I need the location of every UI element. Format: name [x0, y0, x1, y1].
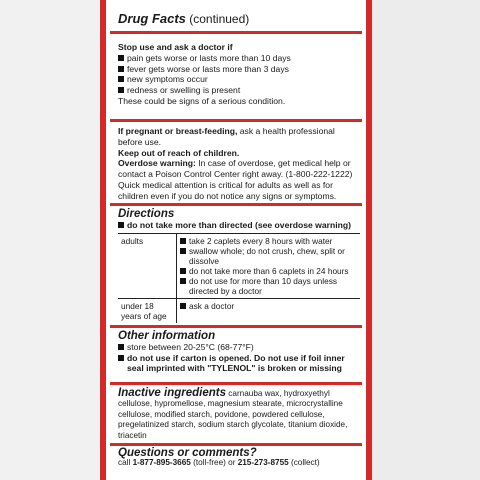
phone-number-tollfree[interactable]: 1-877-895-3665: [132, 458, 191, 468]
other-info-item: [118, 353, 360, 375]
stop-use-item: [118, 85, 360, 96]
header-title: [118, 11, 360, 26]
other-info-heading: Other information: [118, 330, 216, 342]
directions-table: [118, 234, 360, 323]
phone-note: (toll-free) or: [190, 458, 238, 468]
inactive-heading: Inactive ingredients: [118, 387, 227, 399]
bullet-icon: [180, 238, 186, 244]
section-divider: [110, 119, 362, 122]
directions-top-item-text: do not take more than directed (see overdose warning): [127, 219, 351, 230]
phone-note: (collect): [288, 458, 320, 468]
bullet-icon: [118, 222, 124, 228]
stop-use-item-text: redness or swelling is present: [127, 85, 241, 96]
overdose-lead: Overdose warning:: [118, 158, 196, 169]
stop-use-note: These could be signs of a serious condition.: [118, 95, 286, 106]
bullet-icon: [118, 76, 124, 82]
directions-top-item: [118, 220, 360, 234]
inactive-section: [118, 388, 360, 441]
other-info-item: [118, 342, 360, 353]
bullet-icon: [118, 55, 124, 61]
other-info-section: [118, 331, 360, 374]
directions-item: [180, 246, 357, 266]
drug-facts-panel: [100, 0, 372, 480]
questions-call: call: [118, 458, 133, 468]
bullet-icon: [118, 87, 124, 93]
stop-use-heading: Stop use and ask a doctor if: [118, 42, 233, 52]
bullet-icon: [118, 66, 124, 72]
stop-use-item-text: pain gets worse or lasts more than 10 days: [127, 52, 291, 63]
directions-item-text: do not take more than 6 caplets in 24 hours: [189, 265, 349, 276]
stop-use-item: [118, 53, 360, 64]
bullet-icon: [118, 344, 124, 350]
directions-item: [180, 301, 357, 311]
inactive-text: carnauba wax, hydroxyethyl cellulose, hypromellose, magnesium stearate, microcrystalline cellulose, modified starch, povidone, powdered cellulose, pregelatinized starch, sodium starch glycolate, titanium dioxide, triacetin: [118, 389, 348, 440]
stop-use-item: [118, 64, 360, 75]
section-divider: [110, 382, 362, 385]
directions-item: [180, 266, 357, 276]
directions-item-text: ask a doctor: [189, 300, 235, 311]
overdose-text: In case of overdose, get medical help or contact a Poison Control Center right away. (1-800-222-1222) Quick medical attention is critical for adults as well as for children even if you do not notice any signs or symptoms.: [118, 158, 353, 201]
directions-row-items: [177, 234, 361, 299]
bullet-icon: [118, 355, 124, 361]
directions-row: [118, 298, 360, 323]
directions-item-text: do not use for more than 10 days unless directed by a doctor: [189, 275, 338, 296]
directions-heading: Directions: [118, 208, 175, 220]
directions-item-text: take 2 caplets every 8 hours with water: [189, 235, 333, 246]
drug-facts-header: [110, 6, 362, 34]
section-divider: [110, 325, 362, 328]
questions-section: [118, 448, 360, 469]
phone-number-collect[interactable]: 215-273-8755: [237, 458, 289, 468]
keep-out-text: Keep out of reach of children.: [118, 147, 240, 158]
bullet-icon: [180, 268, 186, 274]
bullet-icon: [180, 278, 186, 284]
bullet-icon: [180, 248, 186, 254]
header-title-main: Drug Facts: [118, 11, 186, 26]
directions-item: [180, 236, 357, 246]
pregnancy-text: ask a health professional before use.: [118, 126, 335, 147]
pregnancy-section: [118, 126, 360, 202]
section-divider: [110, 203, 362, 206]
directions-row-items: [177, 298, 361, 323]
directions-row-label: adults: [118, 234, 177, 299]
background-right: [372, 0, 480, 480]
other-info-item-text: store between 20-25°C (68-77°F): [127, 341, 254, 352]
directions-item: [180, 276, 357, 296]
stop-use-item: [118, 74, 360, 85]
bullet-icon: [180, 303, 186, 309]
directions-section: [118, 209, 360, 323]
stop-use-section: [118, 42, 360, 107]
other-info-item-text: do not use if carton is opened. Do not use if foil inner seal imprinted with "TYLENOL" is broken or missing: [127, 352, 345, 374]
background-left: [0, 0, 100, 480]
section-divider: [110, 443, 362, 446]
directions-item-text: swallow whole; do not crush, chew, split or dissolve: [189, 245, 345, 266]
questions-heading: Questions or comments?: [118, 447, 257, 459]
stop-use-item-text: fever gets worse or lasts more than 3 days: [127, 63, 289, 74]
header-title-suffix: (continued): [185, 12, 250, 26]
stop-use-item-text: new symptoms occur: [127, 74, 208, 85]
directions-row-label: under 18 years of age: [118, 298, 177, 323]
pregnancy-lead: If pregnant or breast-feeding,: [118, 126, 238, 136]
directions-row: [118, 234, 360, 299]
